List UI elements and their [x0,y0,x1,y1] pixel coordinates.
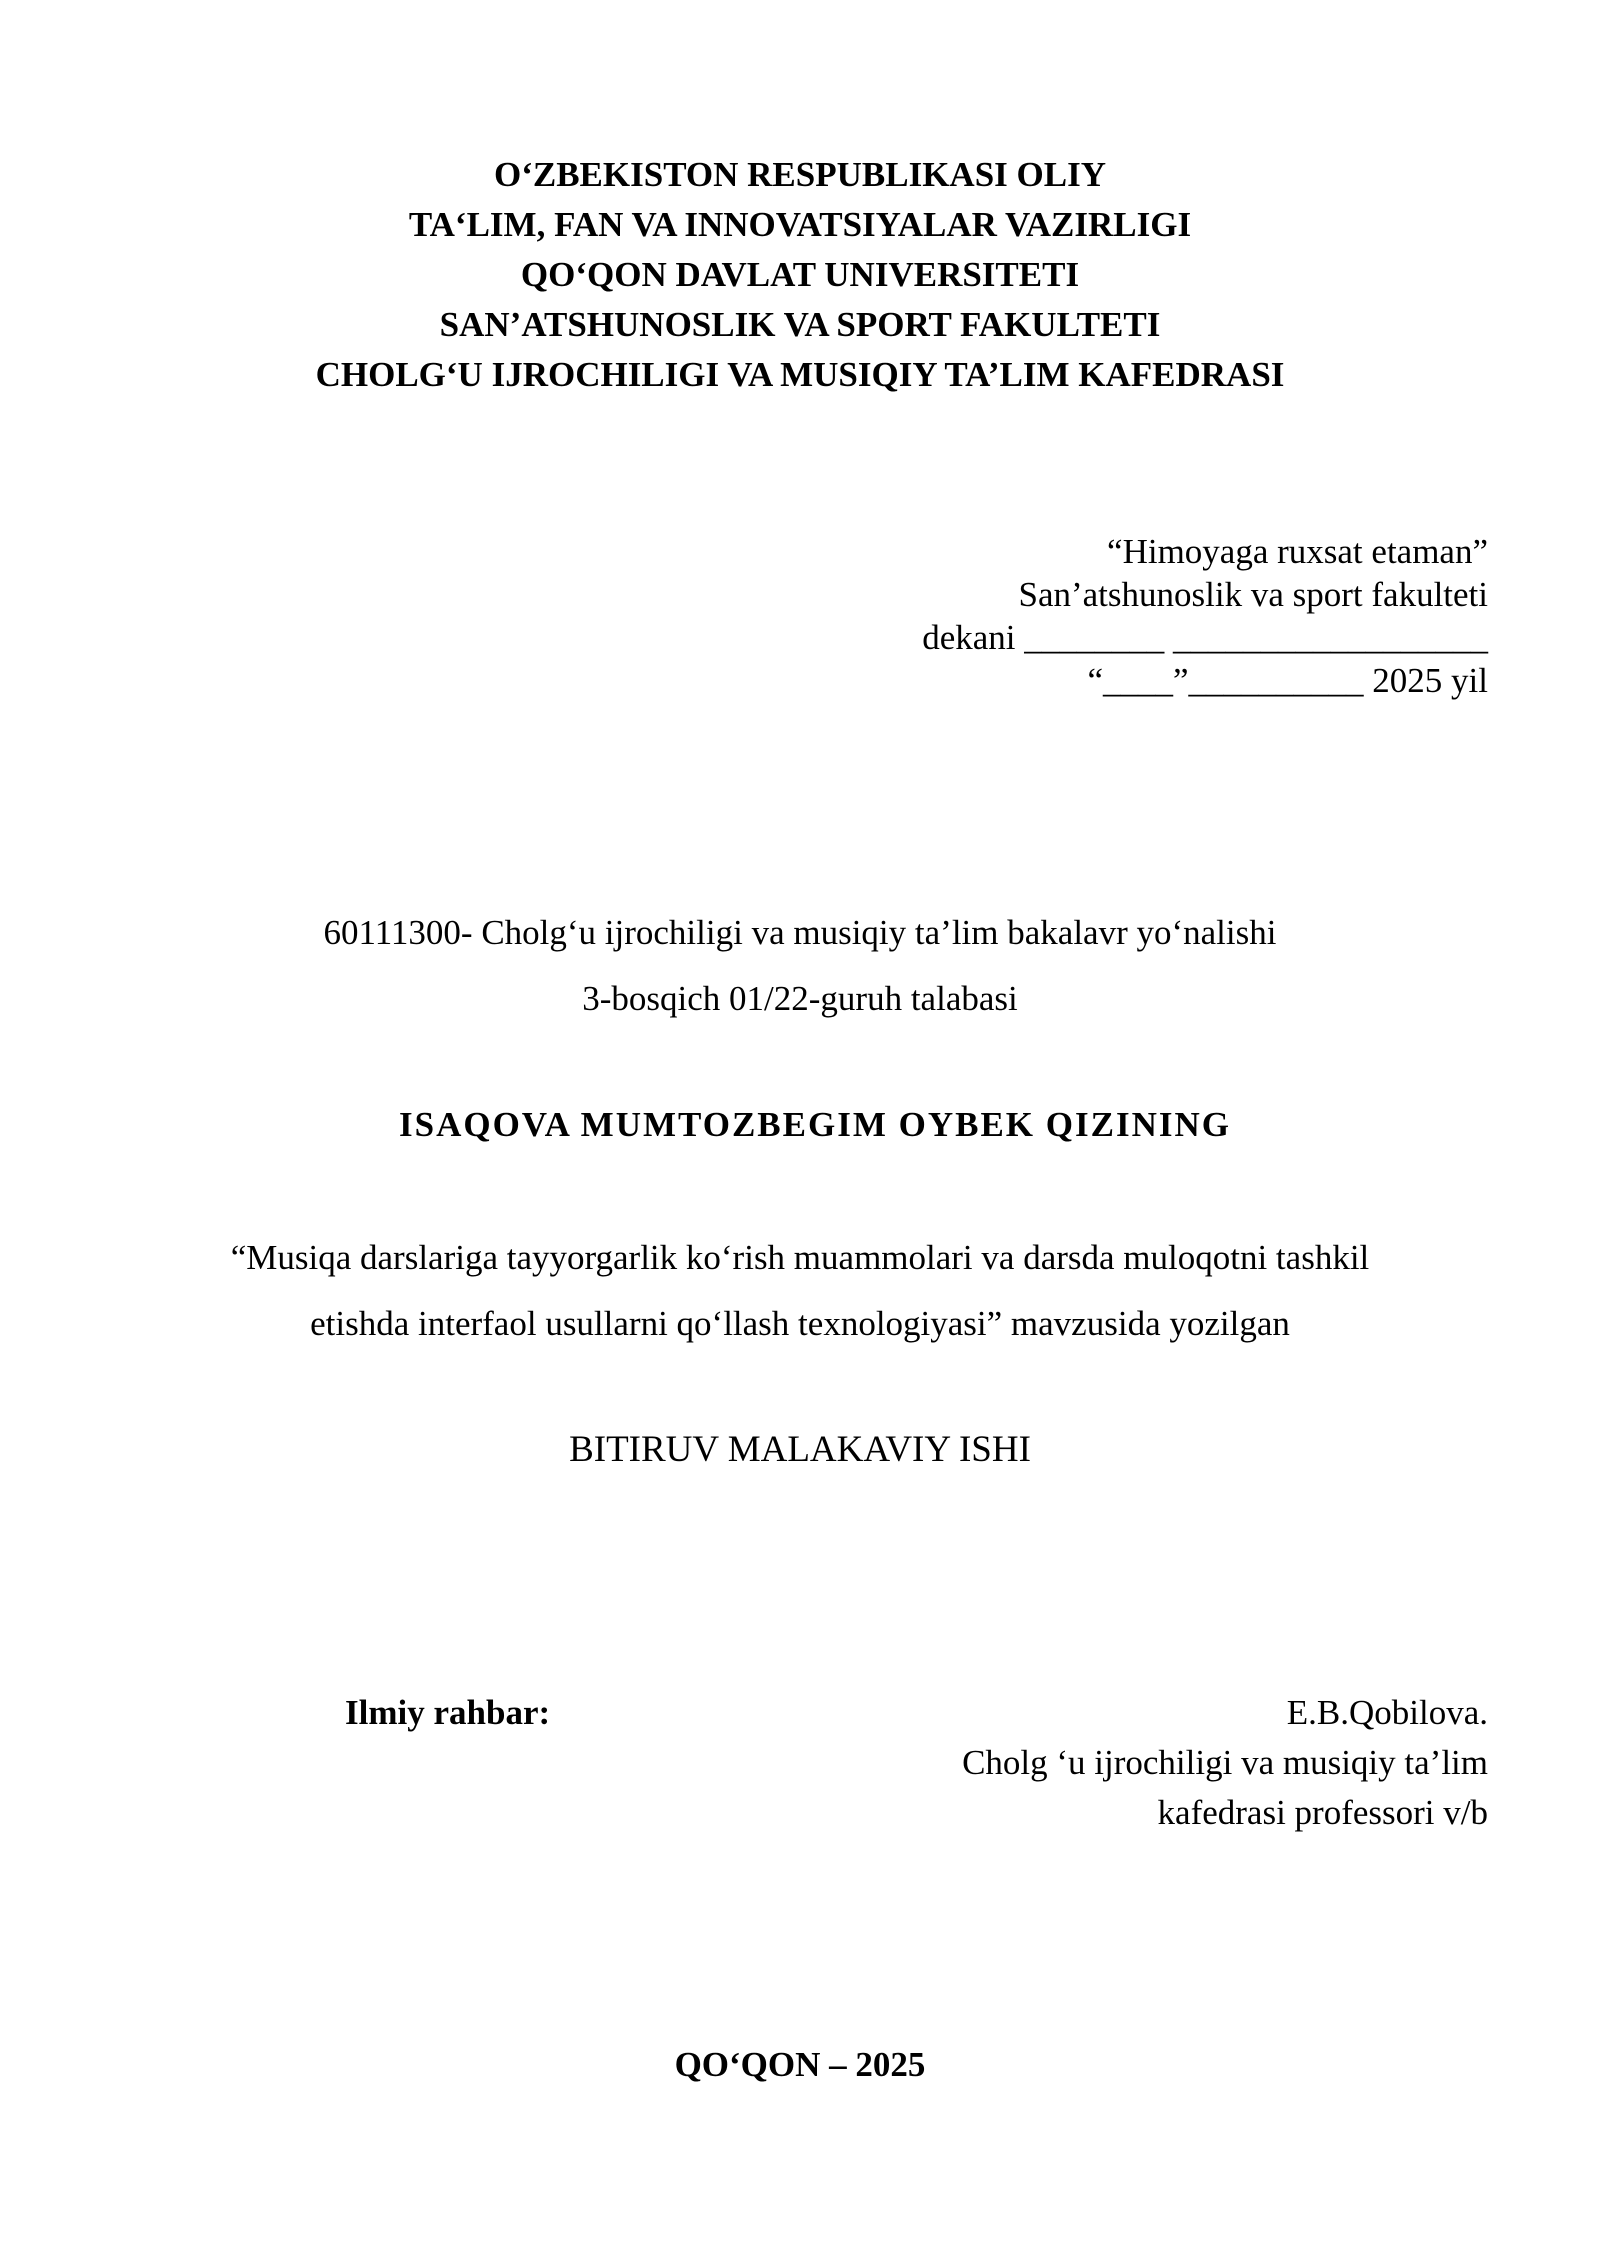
topic-line-1: “Musiqa darslariga tayyorgarlik ko‘rish muammolari va darsda muloqotni tashkil [230,1238,1370,1277]
program-line-direction: 60111300- Cholg‘u ijrochiligi va musiqiy ta’lim bakalavr yo‘nalishi [323,913,1277,952]
approval-line-dean: dekani ________ __________________ [922,618,1488,657]
approval-line-date: “____”__________ 2025 yil [1087,661,1488,700]
approval-line-title: “Himoyaga ruxsat etaman” [1107,532,1488,571]
topic-line-2: etishda interfaol usullarni qo‘llash texnologiyasi” mavzusida yozilgan [310,1304,1290,1343]
header-line-department: CHOLG‘U IJROCHILIGI VA MUSIQIY TA’LIM KAFEDRASI [315,355,1285,394]
program-block [0,900,1600,1032]
approval-line-faculty: San’atshunoslik va sport fakulteti [1018,575,1488,614]
topic-block [0,1225,1600,1357]
header-line-ministry-2: TA‘LIM, FAN VA INNOVATSIYALAR VAZIRLIGI [408,205,1192,244]
supervisor-position-1: Cholg ‘u ijrochiligi va musiqiy ta’lim [962,1743,1488,1782]
student-name: ISAQOVA MUMTOZBEGIM OYBEK QIZINING [399,1105,1231,1144]
work-type-title: BITIRUV MALAKAVIY ISHI [569,1429,1031,1470]
approval-block [922,530,1488,702]
city-year-footer: QO‘QON – 2025 [674,2045,926,2084]
header-line-ministry-1: O‘ZBEKISTON RESPUBLIKASI OLIY [493,155,1107,194]
supervisor-label: Ilmiy rahbar: [345,1693,551,1732]
institution-header [0,150,1600,400]
supervisor-position-2: kafedrasi professori v/b [1157,1793,1488,1832]
header-line-faculty: SAN’ATSHUNOSLIK VA SPORT FAKULTETI [439,305,1161,344]
supervisor-name: E.B.Qobilova. [1286,1693,1488,1732]
supervisor-block [962,1688,1488,1838]
program-line-group: 3-bosqich 01/22-guruh talabasi [582,979,1018,1018]
header-line-university: QO‘QON DAVLAT UNIVERSITETI [520,255,1080,294]
